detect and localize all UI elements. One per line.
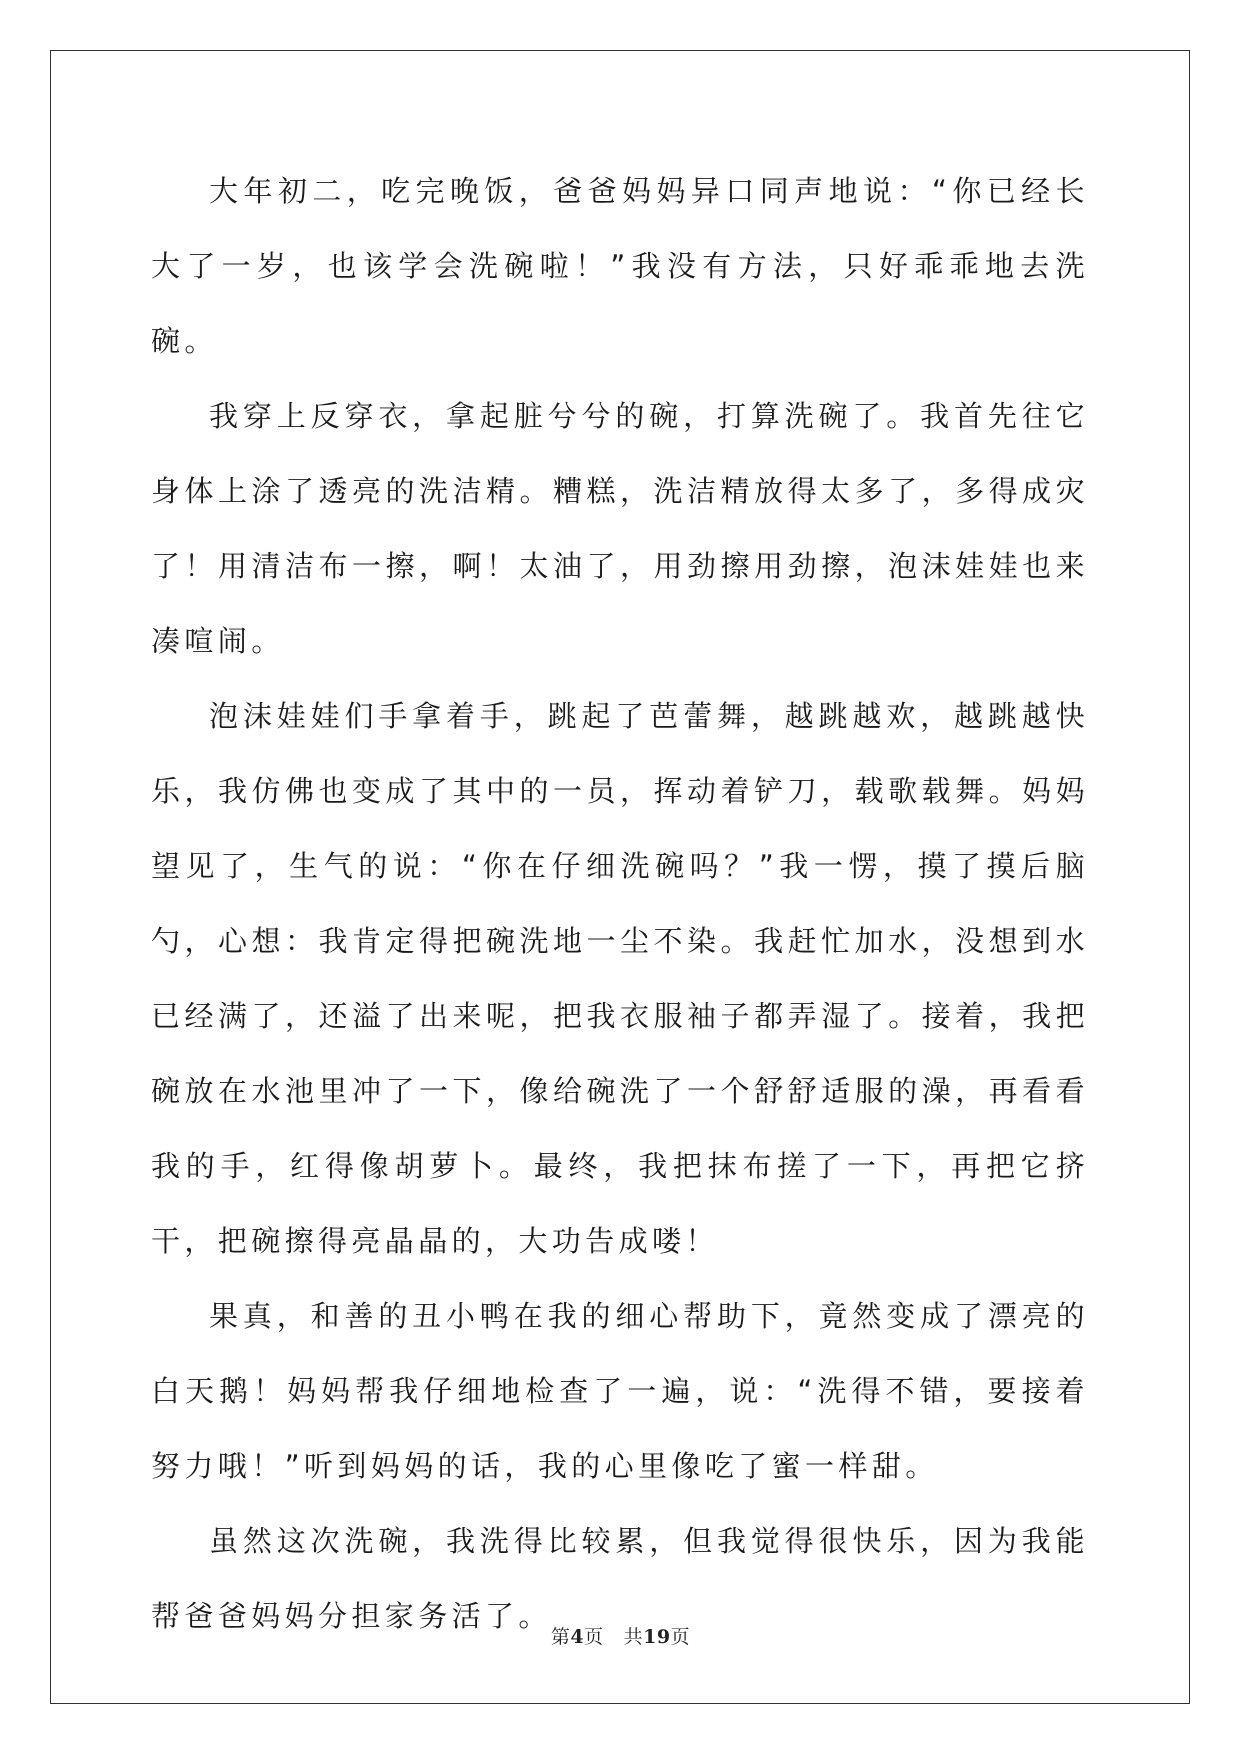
paragraph-5: 虽然这次洗碗，我洗得比较累，但我觉得很快乐，因为我能帮爸爸妈妈分担家务活了。 [151, 1524, 1089, 1633]
paragraph-2: 我穿上反穿衣，拿起脏兮兮的碗，打算洗碗了。我首先往它身体上涂了透亮的洗洁精。糟糕，洗洁精放得太多了，多得成灾了！用清洁布一擦，啊！太油了，用劲擦用劲擦，泡沫娃娃也来凑喧闹。 [151, 399, 1089, 658]
total-prefix: 共 [623, 1626, 644, 1648]
page-prefix: 第 [550, 1626, 571, 1648]
page-number: 4 [570, 1626, 585, 1648]
paragraph-4: 果真，和善的丑小鸭在我的细心帮助下，竟然变成了漂亮的白天鹅！妈妈帮我仔细地检查了一遍，说：“洗得不错，要接着努力哦！”听到妈妈的话，我的心里像吃了蜜一样甜。 [151, 1299, 1089, 1483]
paragraph-3: 泡沫娃娃们手拿着手，跳起了芭蕾舞，越跳越欢，越跳越快乐，我仿佛也变成了其中的一员，挥动着铲刀，载歌载舞。妈妈望见了，生气的说：“你在仔细洗碗吗？”我一愣，摸了摸后脑勺，心想：我肯定得把碗洗地一尘不染。我赶忙加水，没想到水已经满了，还溢了出来呢，把我衣服袖子都弄湿了。接着，我把碗放在水池里冲了一下，像给碗洗了一个舒舒适服的澡，再看看我的手，红得像胡萝卜。最终，我把抹布搓了一下，再把它挤干，把碗擦得亮晶晶的，大功告成喽！ [151, 699, 1089, 1258]
page-footer [0, 1622, 1241, 1649]
total-pages: 19 [643, 1626, 671, 1648]
total-suffix: 页 [670, 1626, 691, 1648]
paragraph-1: 大年初二，吃完晚饭，爸爸妈妈异口同声地说：“你已经长大了一岁，也该学会洗碗啦！”我没有方法，只好乖乖地去洗碗。 [151, 174, 1089, 358]
page-suffix: 页 [584, 1626, 604, 1648]
document-body [151, 154, 1089, 1654]
